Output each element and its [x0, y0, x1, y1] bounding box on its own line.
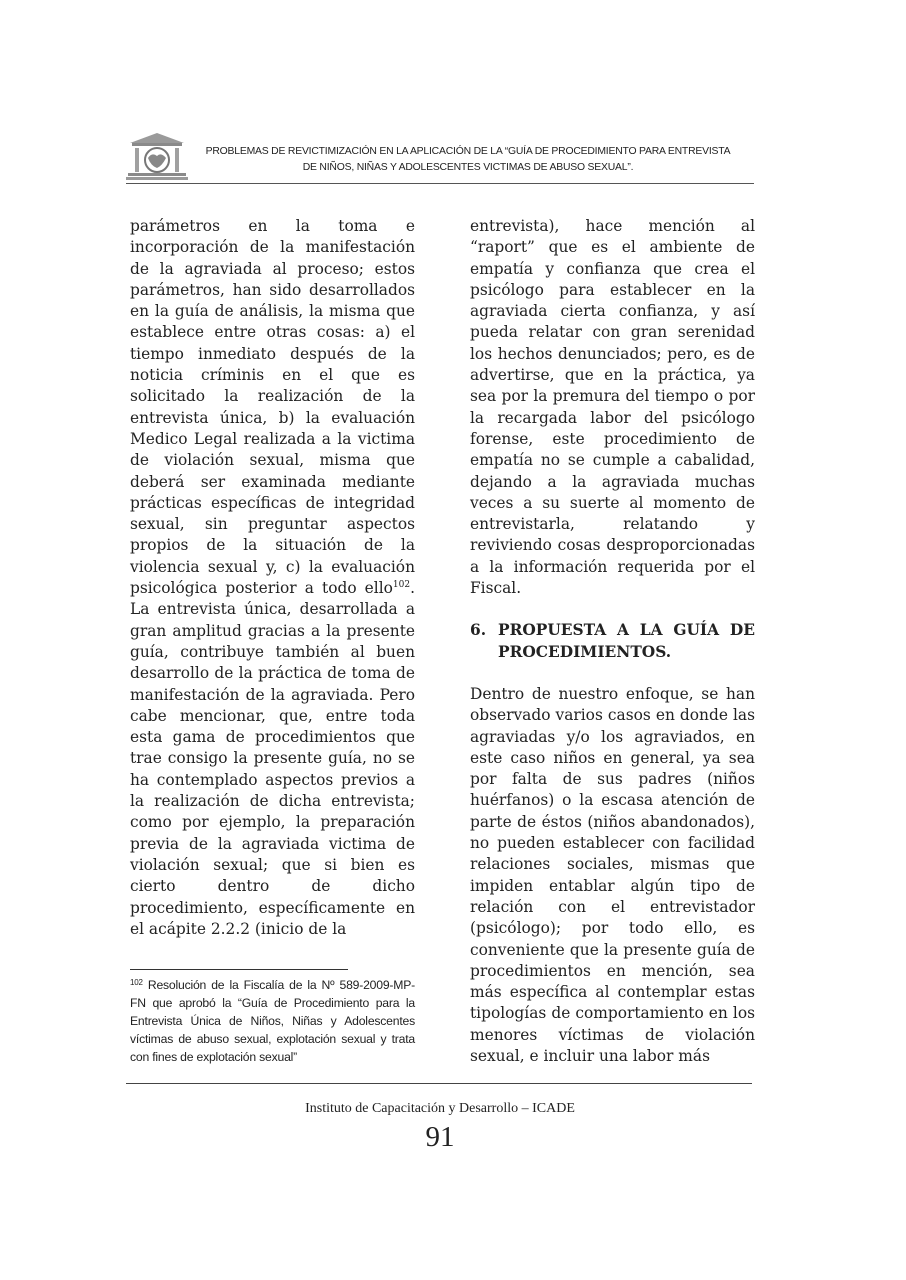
header-divider [126, 183, 754, 184]
header-title [198, 144, 738, 176]
paragraph-text: parámetros en la toma e incorporación de la manifestación de la agraviada al proceso; estos parámetros, han sido desarrollados en la guía de análisis, la misma que establece entre otras cosas: a) el tiempo inmediato después de la noticia críminis en el que es solicitado la realización de la entrevista única, b) la evaluación Medico Legal realizada a la victima de violación sexual, misma que deberá ser examinada mediante prácticas específicas de integridad sexual, sin preguntar aspectos propios de la situación de la violencia sexual y, c) la evaluación psicológica posterior a todo ello [130, 217, 415, 598]
running-header [126, 130, 754, 184]
body-paragraph [130, 216, 415, 940]
body-paragraph: Dentro de nuestro enfoque, se han observado varios casos en donde las agraviadas y/o los agraviados, en este caso niños en general, ya sea por falta de sus padres (niños huérfanos) o la escasa atención de parte de éstos (niños abandonados), no pueden establecer con facilidad relaciones sociales, mismas que impiden entablar algún tipo de relación con el entrevistador (psicólogo); por todo ello, es conveniente que la presente guía de procedimientos en mención, sea más específica al contemplar estas tipologías de comportamiento en los menores víctimas de violación sexual, e incluir una labor más [470, 684, 755, 1065]
left-column [130, 216, 415, 940]
body-paragraph: entrevista), hace mención al “raport” que es el ambiente de empatía y confianza que crea el psicólogo para establecer en la agraviada cierta confianza, y así pueda relatar con gran serenidad los hechos denunciados; pero, es de advertirse, que en la práctica, ya sea por la premura del tiempo o por la recargada labor del psicólogo forense, este procedimiento de empatía no se cumple a cabalidad, dejando a la agraviada muchas veces a su suerte al momento de entrevistarla, relatando y reviviendo cosas desproporcionadas a la información requerida por el Fiscal. [470, 217, 755, 598]
paragraph-text-continued: . La entrevista única, desarrollada a gran amplitud gracias a la presente guía, contribuye también al buen desarrollo de la práctica de toma de manifestación de la agraviada. Pero cabe mencionar, que, entre toda esta gama de procedimientos que trae consigo la presente guía, no se ha contemplado aspectos previos a la realización de dicha entrevista; como por ejemplo, la preparación previa de la agraviada victima de violación sexual; que si bien es cierto dentro de dicho procedimiento, específicamente en el acápite 2.2.2 (inicio de la [130, 579, 415, 938]
footnote-divider [130, 969, 348, 970]
footer-institution: Instituto de Capacitación y Desarrollo – ICADE [305, 1101, 575, 1116]
institution-building-icon [126, 132, 188, 182]
section-number: 6. [470, 621, 487, 640]
footnote-number: 102 [130, 978, 143, 987]
page-number: 91 [425, 1121, 455, 1153]
header-title-line1: PROBLEMAS DE REVICTIMIZACIÓN EN LA APLICACIÓN DE LA “GUÍA DE PROCEDIMIENTO PARA ENTREVISTA [205, 146, 731, 157]
footnote-reference: 102 [392, 580, 411, 591]
header-title-line2: DE NIÑOS, NIÑAS Y ADOLESCENTES VICTIMAS DE ABUSO SEXUAL”. [302, 162, 634, 173]
footer-divider [126, 1083, 752, 1084]
right-column [470, 216, 755, 1067]
footnote [130, 976, 415, 1066]
section-title: PROPUESTA A LA GUÍA DE PROCEDIMIENTOS. [498, 621, 755, 661]
section-heading [470, 620, 755, 663]
footnote-text: Resolución de la Fiscalía de la Nº 589-2009-MP-FN que aprobó la “Guía de Procedimiento para la Entrevista Única de Niños, Niñas y Adolescentes víctimas de abuso sexual, explotación sexual y trata con fines de explotación sexual” [130, 978, 415, 1064]
